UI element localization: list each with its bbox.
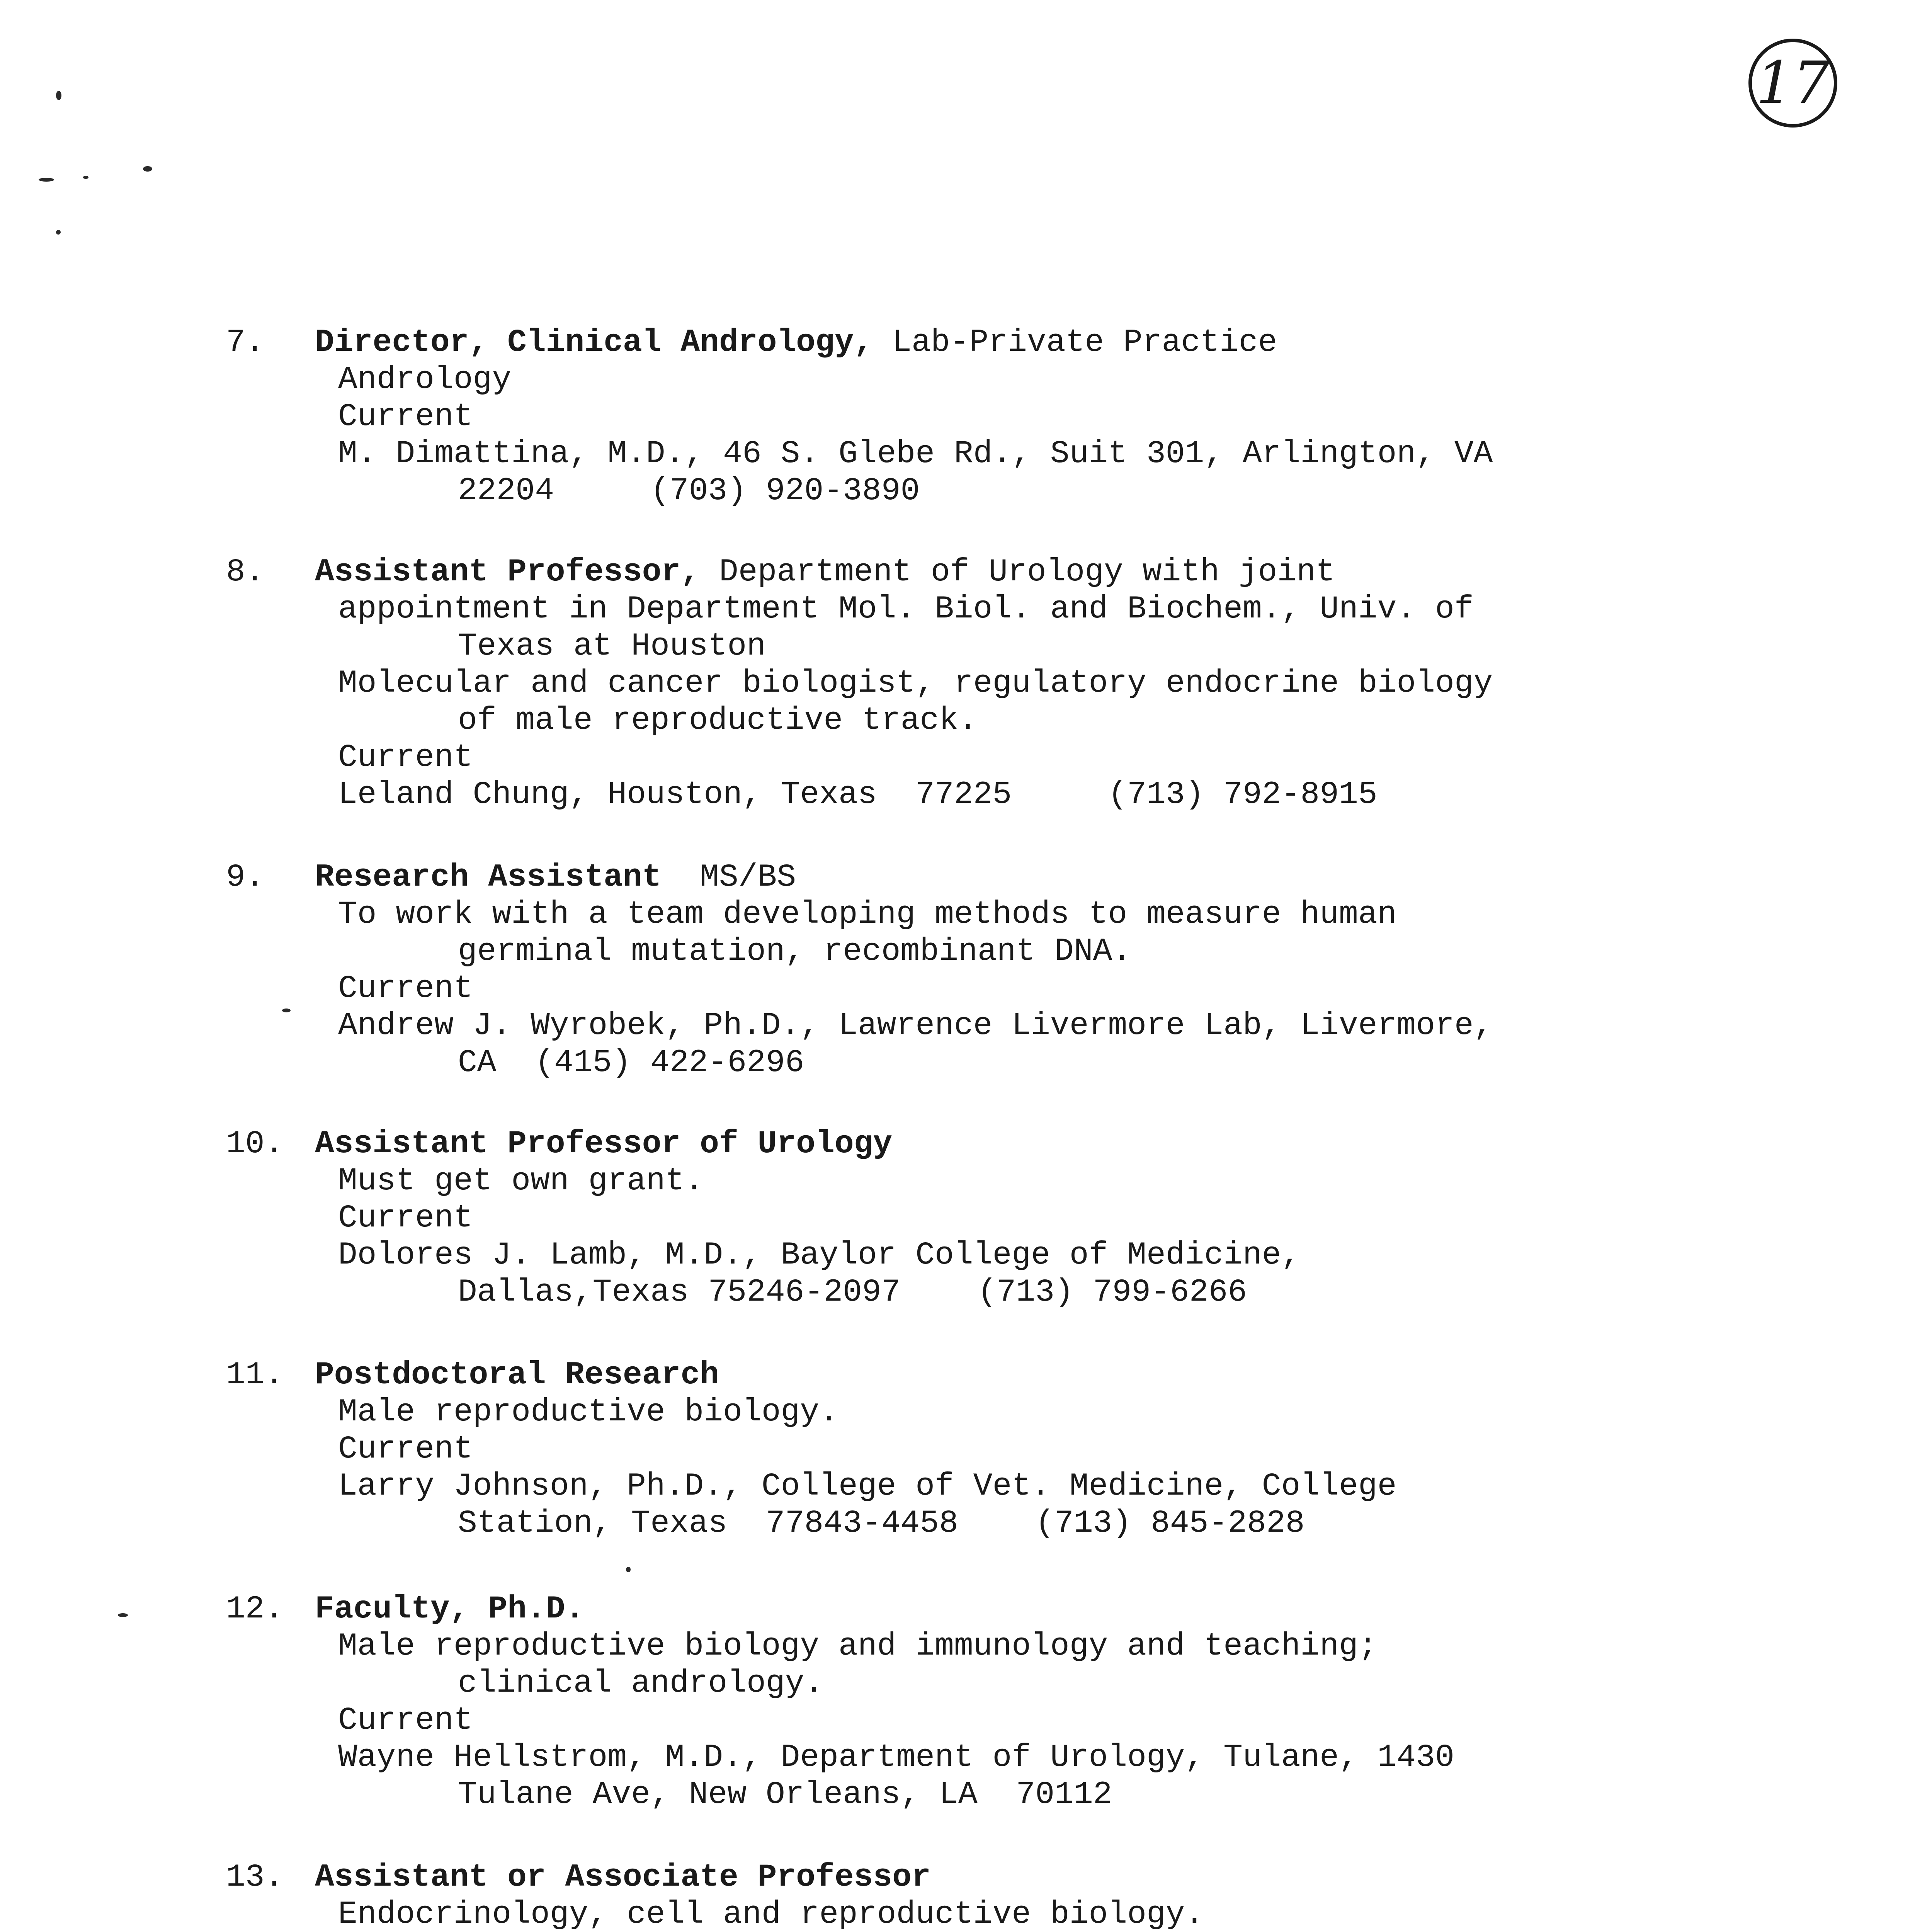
entry-description: Male reproductive biology and immunology and teaching; bbox=[338, 1628, 1378, 1664]
entry-title: Director, Clinical Andrology, bbox=[315, 324, 873, 361]
entry-status: Current bbox=[338, 970, 473, 1007]
entry-status: Current bbox=[338, 398, 473, 435]
entry-description-continued: Texas at Houston bbox=[458, 628, 766, 664]
entry-description-continued: of male reproductive track. bbox=[458, 702, 978, 738]
entry-contact: Leland Chung, Houston, Texas 77225 (713) 792-8915 bbox=[338, 776, 1378, 813]
entry-description: Must get own grant. bbox=[338, 1163, 704, 1199]
position-entry-8 bbox=[226, 553, 1772, 813]
scan-speck bbox=[83, 176, 88, 179]
entry-number: 9. bbox=[226, 859, 265, 895]
entry-title-rest: Lab-Private Practice bbox=[873, 324, 1277, 361]
entry-contact: Dolores J. Lamb, M.D., Baylor College of Medicine, bbox=[338, 1237, 1301, 1273]
entry-status: Current bbox=[338, 739, 473, 776]
entry-contact: M. Dimattina, M.D., 46 S. Glebe Rd., Suit 301, Arlington, VA bbox=[338, 435, 1493, 472]
entry-description-continued: clinical andrology. bbox=[458, 1665, 824, 1701]
entry-heading bbox=[226, 1859, 1772, 1896]
entry-status: Current bbox=[338, 1200, 473, 1236]
entry-contact: Wayne Hellstrom, M.D., Department of Urology, Tulane, 1430 bbox=[338, 1739, 1454, 1776]
scan-speck bbox=[56, 230, 61, 235]
entry-title-rest: Department of Urology with joint bbox=[700, 554, 1335, 590]
entry-heading bbox=[226, 553, 1772, 590]
entry-number: 10. bbox=[226, 1126, 284, 1162]
page-number bbox=[1748, 39, 1837, 128]
position-entry-7 bbox=[226, 324, 1772, 509]
scan-speck bbox=[39, 178, 54, 182]
scan-speck bbox=[118, 1613, 128, 1617]
page-number-text: 17 bbox=[1756, 49, 1830, 117]
entry-title: Research Assistant bbox=[315, 859, 662, 895]
entry-contact-continued: 22204 (703) 920-3890 bbox=[458, 473, 920, 509]
entry-title: Assistant Professor of Urology bbox=[315, 1126, 893, 1162]
entry-heading bbox=[226, 324, 1772, 361]
entry-contact-continued: CA (415) 422-6296 bbox=[458, 1044, 804, 1081]
entry-contact-continued: Station, Texas 77843-4458 (713) 845-2828 bbox=[458, 1505, 1305, 1541]
entry-title: Assistant Professor, bbox=[315, 554, 700, 590]
entry-description: To work with a team developing methods to measure human bbox=[338, 896, 1397, 932]
entry-title-rest: MS/BS bbox=[661, 859, 796, 895]
entry-heading bbox=[226, 1590, 1772, 1628]
entry-description: appointment in Department Mol. Biol. and Biochem., Univ. of bbox=[338, 591, 1474, 627]
position-entry-10 bbox=[226, 1125, 1772, 1311]
scan-speck bbox=[143, 166, 152, 172]
entry-description: Andrology bbox=[338, 361, 512, 398]
entry-description: Male reproductive biology. bbox=[338, 1394, 839, 1430]
entry-number: 8. bbox=[226, 554, 265, 590]
entry-number: 7. bbox=[226, 324, 265, 361]
entry-title: Postdoctoral Research bbox=[315, 1357, 719, 1393]
position-entry-9 bbox=[226, 859, 1772, 1081]
entry-contact-continued: Tulane Ave, New Orleans, LA 70112 bbox=[458, 1776, 1112, 1813]
entry-number: 11. bbox=[226, 1357, 284, 1393]
entry-description: Molecular and cancer biologist, regulatory endocrine biology bbox=[338, 665, 1493, 701]
scan-speck bbox=[626, 1567, 631, 1572]
position-entry-13 bbox=[226, 1859, 1772, 1932]
entry-description-continued: germinal mutation, recombinant DNA. bbox=[458, 933, 1132, 969]
entry-contact: Larry Johnson, Ph.D., College of Vet. Medicine, College bbox=[338, 1468, 1397, 1504]
entry-contact-continued: Dallas,Texas 75246-2097 (713) 799-6266 bbox=[458, 1274, 1247, 1310]
position-entry-11 bbox=[226, 1356, 1772, 1542]
entry-title: Assistant or Associate Professor bbox=[315, 1859, 931, 1895]
entry-contact: Andrew J. Wyrobek, Ph.D., Lawrence Livermore Lab, Livermore, bbox=[338, 1007, 1493, 1044]
entry-description: Endocrinology, cell and reproductive biology. bbox=[338, 1896, 1204, 1932]
entry-heading bbox=[226, 1125, 1772, 1162]
entry-number: 13. bbox=[226, 1859, 284, 1895]
entry-status: Current bbox=[338, 1702, 473, 1738]
scan-speck bbox=[56, 91, 61, 100]
entry-heading bbox=[226, 859, 1772, 896]
entry-number: 12. bbox=[226, 1591, 284, 1627]
entry-title: Faculty, Ph.D. bbox=[315, 1591, 585, 1627]
entry-status: Current bbox=[338, 1431, 473, 1467]
entry-heading bbox=[226, 1356, 1772, 1393]
position-entry-12 bbox=[226, 1590, 1772, 1813]
